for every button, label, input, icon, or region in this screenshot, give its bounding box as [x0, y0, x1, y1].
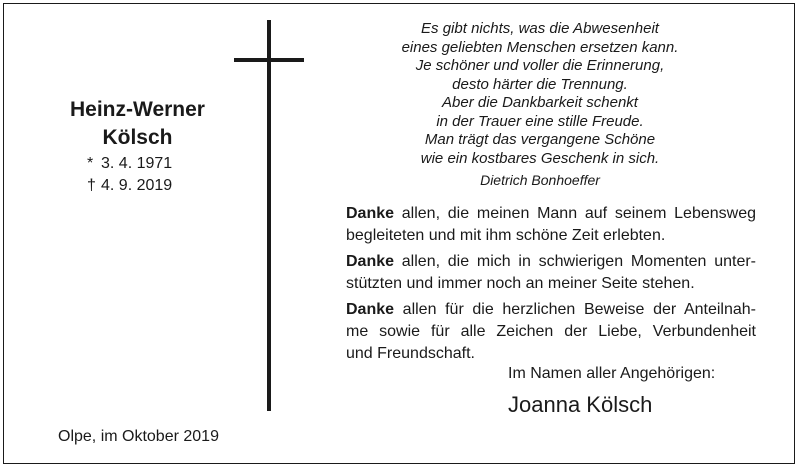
signature: Joanna Kölsch — [508, 392, 653, 417]
thanks-text: stützten und immer noch an meiner Seite stehen. — [346, 275, 695, 292]
death-cross-icon: † — [87, 177, 96, 194]
family-line: Im Namen aller Angehörigen: — [508, 365, 716, 382]
thanks-keyword: Danke — [346, 205, 395, 222]
poem-line: wie ein kostbares Geschenk in sich. — [420, 149, 660, 167]
poem-line: Je schöner und voller die Erinnerung, — [415, 57, 665, 74]
deceased-first-name: Heinz-Werner — [70, 98, 205, 121]
life-dates — [87, 153, 172, 197]
deceased-name — [30, 96, 245, 152]
poem-author: Dietrich Bonhoeffer — [480, 172, 600, 188]
cross-horizontal-bar — [234, 58, 304, 62]
thanks-paragraph — [346, 299, 756, 365]
thanks-text: und Freundschaft. — [346, 345, 475, 362]
thanks-keyword: Danke — [346, 301, 395, 318]
thanks-text: allen, die meinen Mann auf seinem Lebensweg — [394, 205, 756, 222]
birth-row — [87, 153, 172, 175]
poem-line: eines geliebten Menschen ersetzen kann. — [401, 38, 679, 56]
poem-line: Man trägt das vergangene Schöne — [424, 131, 656, 148]
thanks-paragraph — [346, 203, 756, 247]
thanks-section — [346, 203, 756, 369]
deceased-last-name: Kölsch — [102, 126, 173, 149]
poem-line: Aber die Dankbarkeit schenkt — [442, 94, 638, 111]
cross-vertical-bar — [267, 20, 271, 411]
poem-line: desto härter die Trennung. — [452, 75, 628, 93]
thanks-text: me sowie für alle Zeichen der Liebe, Verbundenheit — [346, 323, 756, 340]
place-date: Olpe, im Oktober 2019 — [58, 428, 219, 445]
birth-star-icon: * — [87, 155, 94, 172]
death-date: 4. 9. 2019 — [101, 177, 173, 194]
thanks-keyword: Danke — [346, 253, 395, 270]
thanks-text: allen für die herzlichen Beweise der Anteilnah- — [394, 301, 756, 318]
death-row — [87, 175, 172, 197]
poem-line: Es gibt nichts, was die Abwesenheit — [421, 20, 659, 37]
poem-line: in der Trauer eine stille Freude. — [436, 112, 644, 130]
birth-date: 3. 4. 1971 — [101, 155, 173, 172]
thanks-text: allen, die mich in schwierigen Momenten unter- — [394, 253, 756, 270]
poem — [330, 20, 750, 168]
thanks-text: begleiteten und mit ihm schöne Zeit erlebten. — [346, 227, 666, 244]
thanks-paragraph — [346, 251, 756, 295]
